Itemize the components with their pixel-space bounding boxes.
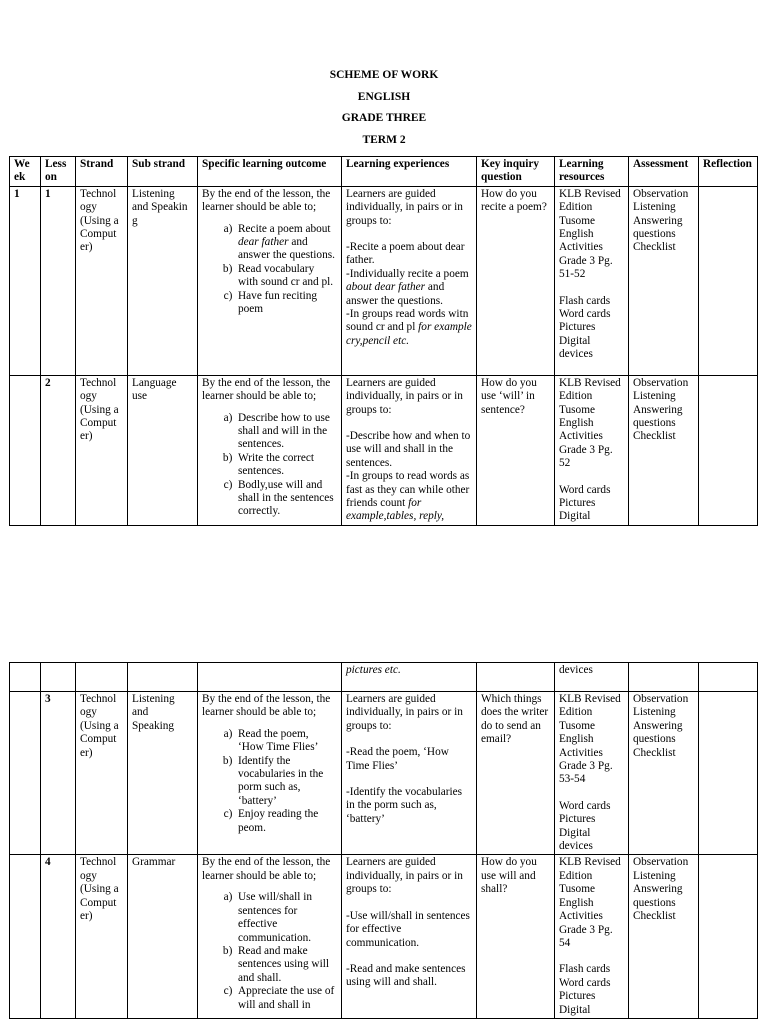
question-cell: How do you recite a poem? [477,186,555,375]
outcome-item: a. Recite a poem about dear father and answer the questions. [238,223,337,263]
resources-book: KLB Revised Edition Tusome English Activities Grade 3 Pg. 52 [559,376,621,470]
assessment-cell [629,692,699,855]
table-row [10,186,758,375]
experience-continuation: pictures etc. [346,664,401,676]
strand-cell: Technol ogy (Using a Comput er) [76,375,128,525]
resources-cell [555,375,629,525]
strand-cell: Technol ogy (Using a Comput er) [76,855,128,1018]
assessment-item: Listening [633,201,676,214]
outcome-item: c. Have fun reciting poem [238,290,337,317]
table-row [10,375,758,525]
resource-item: Digital devices [559,334,593,361]
col-reflection: Reflection [699,157,758,187]
resources-cell [555,186,629,375]
lesson-cell: 4 [41,855,76,1018]
assessment-item: Observation [633,856,689,869]
outcome-list [202,728,337,835]
resource-item: Word cards [559,483,611,496]
assessment-item: Observation [633,187,689,200]
col-resources: Learning resources [555,157,629,187]
resource-item: Word cards [559,799,611,812]
title-subject: ENGLISH [357,90,411,103]
outcome-item: b. Write the correct sentences. [238,452,337,479]
experience-item: -Use will/shall in sentences for effective communication. [346,909,470,949]
outcome-item: a. Read the poem, ‘How Time Flies’ [238,728,337,755]
assessment-cell [629,186,699,375]
sub-strand-cell: Listening and Speaking [128,692,198,855]
outcome-cell [198,375,342,525]
week-cell [10,855,41,1018]
col-outcome: Specific learning outcome [198,157,342,187]
experience-item: -Individually recite a poem about dear father and answer the questions. [346,267,469,307]
assessment-item: Checklist [633,910,676,923]
outcome-item: b. Identify the vocabularies in the porm such as, ‘battery’ [238,755,337,809]
experience-item: -Recite a poem about dear father. [346,241,465,267]
experience-item: -Read the poem, ‘How Time Flies’ [346,746,449,772]
table-row [10,855,758,1018]
outcome-cell [198,855,342,1018]
assessment-item: Observation [633,376,689,389]
title-scheme: SCHEME OF WORK [329,69,439,81]
lesson-cell: 3 [41,692,76,855]
title-grade: GRADE THREE [341,112,427,124]
outcome-item: b. Read vocabulary with sound cr and pl. [238,263,337,290]
header-row [10,157,758,187]
resource-item: Digital [559,510,591,523]
col-experiences: Learning experiences [342,157,477,187]
experience-intro: Learners are guided individually, in pairs or in groups to: [346,376,463,416]
resource-item: Flash cards [559,294,611,307]
outcome-item: c. Enjoy reading the peom. [238,808,337,835]
col-week: We ek [10,157,41,187]
assessment-item: Answering questions [633,719,683,746]
assessment-item: Listening [633,869,676,882]
experience-item: -Identify the vocabularies in the porm such as, ‘battery’ [346,786,463,825]
sub-strand-cell: Language use [128,375,198,525]
sub-strand-cell [128,663,198,692]
outcome-item: a. Use will/shall in sentences for effective communication. [238,891,337,945]
continuation-row [10,663,758,692]
resource-item: Pictures [559,990,596,1003]
week-cell: 1 [10,186,41,375]
resources-book: KLB Revised Edition Tusome English Activities Grade 3 Pg. 54 [559,856,621,949]
question-cell: Which things does the writer do to send an email? [477,692,555,855]
resources-cell [555,692,629,855]
assessment-cell [629,375,699,525]
assessment-item: Answering questions [633,883,683,909]
sub-strand-cell: Listening and Speakin g [128,186,198,375]
resources-book: KLB Revised Edition Tusome English Activities Grade 3 Pg. 51-52 [559,187,621,281]
experience-item: -Read and make sentences using will and shall. [346,962,466,989]
assessment-item: Answering questions [633,403,683,430]
assessment-item: Listening [633,390,676,403]
col-sub-strand: Sub strand [128,157,198,187]
question-cell: How do you use ‘will’ in sentence? [477,375,555,525]
week-cell [10,663,41,692]
week-cell [10,375,41,525]
outcome-intro: By the end of the lesson, the learner should be able to; [202,693,331,719]
week-cell [10,692,41,855]
assessment-item: Checklist [633,746,676,759]
table-row [10,692,758,855]
reflection-cell [699,692,758,855]
question-cell: How do you use will and shall? [477,855,555,1018]
col-lesson: Less on [41,157,76,187]
scheme-table-page2 [9,662,758,1019]
col-question: Key inquiry question [477,157,555,187]
outcome-cell [198,692,342,855]
lesson-cell: 2 [41,375,76,525]
assessment-item: Listening [633,706,676,719]
strand-cell: Technol ogy (Using a Comput er) [76,186,128,375]
experience-item: -In groups to read words as fast as they can while other friends count for example,tables, reply, [346,470,470,523]
outcome-item: c. Bodly,use will and shall in the sentences correctly. [238,479,337,519]
resource-item: Flash cards [559,963,611,976]
outcome-list [202,412,337,519]
experience-item: -Describe how and when to use will and shall in the sentences. [346,430,471,469]
resources-cell [555,855,629,1018]
experience-cell [342,663,477,692]
outcome-item: b. Read and make sentences using will and shall. [238,945,337,985]
experience-item: -In groups read words witn sound cr and pl for example cry,pencil etc. [346,308,472,347]
title-term: TERM 2 [362,133,406,146]
resources-cell: devices [555,663,629,692]
outcome-cell [198,663,342,692]
outcome-intro: By the end of the lesson, the learner should be able to; [202,187,331,214]
assessment-cell [629,855,699,1018]
resource-item: Pictures [559,813,596,826]
col-assessment: Assessment [629,157,699,187]
sub-strand-cell: Grammar [128,855,198,1018]
assessment-cell [629,663,699,692]
outcome-intro: By the end of the lesson, the learner should be able to; [202,376,331,403]
outcome-item: c. Appreciate the use of will and shall in [238,985,337,1012]
experience-intro: Learners are guided individually, in pairs or in groups to: [346,187,463,227]
lesson-cell: 1 [41,186,76,375]
experience-intro: Learners are guided individually, in pairs or in groups to: [346,856,463,896]
resource-item: Digital devices [559,826,593,853]
resource-item: Pictures [559,321,596,334]
strand-cell: Technol ogy (Using a Comput er) [76,692,128,855]
experience-intro: Learners are guided individually, in pairs or in groups to: [346,693,463,732]
resource-item: Word cards [559,976,611,989]
reflection-cell [699,186,758,375]
resource-item: Pictures [559,497,596,510]
outcome-list [202,223,337,317]
scheme-table-page1 [9,156,758,526]
outcome-cell [198,186,342,375]
reflection-cell [699,855,758,1018]
experience-cell [342,692,477,855]
reflection-cell [699,663,758,692]
reflection-cell [699,375,758,525]
experience-cell [342,375,477,525]
outcome-list [202,891,337,1012]
outcome-item: a. Describe how to use shall and will in the sentences. [238,412,337,452]
experience-cell [342,855,477,1018]
assessment-item: Checklist [633,430,676,443]
resource-item: Digital [559,1003,591,1016]
document-title-block [0,68,768,154]
outcome-intro: By the end of the lesson, the learner should be able to; [202,856,331,882]
experience-cell [342,186,477,375]
lesson-cell [41,663,76,692]
assessment-item: Answering questions [633,214,683,241]
resource-item: Word cards [559,308,611,321]
resources-book: KLB Revised Edition Tusome English Activities Grade 3 Pg. 53-54 [559,693,621,786]
assessment-item: Observation [633,693,689,705]
assessment-item: Checklist [633,241,676,254]
strand-cell [76,663,128,692]
question-cell [477,663,555,692]
col-strand: Strand [76,157,128,187]
